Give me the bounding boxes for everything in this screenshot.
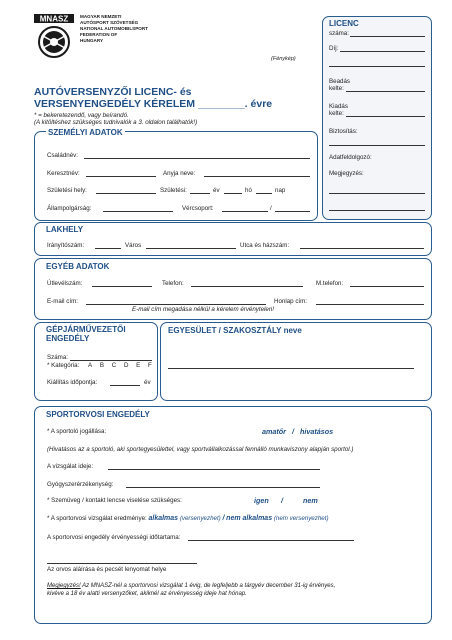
category-b[interactable]: B xyxy=(99,362,105,369)
szuletesi-hely-field[interactable] xyxy=(96,193,156,194)
alkalmas-option[interactable]: alkalmas xyxy=(148,515,179,522)
szuletesi-hely-label: Születési hely: xyxy=(47,187,87,194)
megjegyzes-label: Megjegyzés! xyxy=(47,583,81,589)
org-line: MAGYAR NEMZETI xyxy=(80,14,122,19)
szemuveg-igen[interactable]: igen xyxy=(254,496,269,505)
allampolgarsag-label: Állampolgárság: xyxy=(47,205,92,212)
egyesulet-field[interactable] xyxy=(168,368,414,369)
gepjarmu-title-line2: ENGEDÉLY xyxy=(46,334,90,343)
iranyitoszam-field[interactable] xyxy=(95,248,121,249)
category-options xyxy=(88,362,152,369)
kiadas-label: Kiadás xyxy=(329,103,348,110)
eredmeny-label: * A sportorvosi vizsgálat eredménye: xyxy=(47,515,147,522)
megjegyzes-label: Megjegyzés: xyxy=(329,170,364,177)
gepjarmu-szama-label: Száma: xyxy=(47,354,68,361)
varos-label: Város xyxy=(125,242,142,249)
gyogyszer-label: Gyógyszerérzékenység: xyxy=(47,481,114,488)
megjegyzes-text1: Az MNASZ-nél a sportorvosi vizsgálat 1 évig, de legfeljebb a tárgyév december 31-ig érvényes, xyxy=(80,583,336,589)
alkalmas-note: (versenyezhet) xyxy=(179,515,221,522)
megjegyzes-text2: kivéve a 18 év alatti versenyzőket, akiknél az érvényesség ideje hat hónap. xyxy=(47,590,247,597)
keresztnev-field[interactable] xyxy=(86,176,156,177)
megjegyzes-line2[interactable] xyxy=(329,210,425,211)
dij-field[interactable] xyxy=(340,51,425,52)
jogallas-label: * A sportoló jogállása: xyxy=(47,428,107,435)
csaladnev-field[interactable] xyxy=(84,158,310,159)
gyogyszer-field[interactable] xyxy=(126,487,320,488)
honlap-label: Honlap cím: xyxy=(274,298,308,305)
form-title xyxy=(34,86,272,110)
org-line: AUTÓSPORT SZÖVETSÉG xyxy=(80,20,139,25)
eredmeny-sep: / xyxy=(222,515,225,522)
keresztnev-label: Keresztnév: xyxy=(47,170,80,177)
szemuveg-label: * Szemüveg / kontakt lencse viselése szükséges: xyxy=(47,497,182,504)
kiallitas-ev-label: év xyxy=(144,379,151,386)
beadas-kelte-field[interactable] xyxy=(346,91,425,92)
vercsoport-slash: / xyxy=(270,205,272,212)
utlevelszam-label: Útlevélszám: xyxy=(47,280,83,287)
biztositas-label: Biztosítás: xyxy=(329,128,358,135)
title-note2: (A kitöltéshez szükséges tudnivalók a 3. oldalon találhatók!) xyxy=(34,119,198,126)
kiadas-kelte-label: kelte: xyxy=(329,110,344,117)
szemuveg-sep: / xyxy=(281,496,283,505)
kiallitas-label: Kiállítás időpontja: xyxy=(47,379,98,386)
anyja-neve-field[interactable] xyxy=(204,176,310,177)
ev-label: év xyxy=(213,187,220,194)
iranyitoszam-label: Irányítószám: xyxy=(47,242,85,249)
gepjarmu-title-line1: GÉPJÁRMŰVEZETŐI xyxy=(46,325,126,334)
utlevelszam-field[interactable] xyxy=(92,286,152,287)
extra-line[interactable] xyxy=(329,66,425,67)
szemelyi-title: SZEMÉLYI ADATOK xyxy=(48,128,123,137)
lakhely-section xyxy=(34,222,432,256)
beadas-kelte-label: kelte: xyxy=(329,85,344,92)
kategoria-label: * Kategória: xyxy=(47,362,80,369)
org-line: NATIONAL AUTOMOBILSPORT xyxy=(80,26,148,31)
telefon-field[interactable] xyxy=(191,286,303,287)
licenc-box xyxy=(322,16,432,220)
vercsoport-field2[interactable] xyxy=(275,211,310,212)
ho-label: hó xyxy=(245,187,252,194)
eredmeny-row xyxy=(47,515,329,522)
kiadas-kelte-field[interactable] xyxy=(346,116,425,117)
egyesulet-title: EGYESÜLET / SZAKOSZTÁLY neve xyxy=(168,326,302,335)
varos-field[interactable] xyxy=(146,248,236,249)
szemuveg-nem[interactable]: nem xyxy=(303,496,318,505)
ervenyesseg-field[interactable] xyxy=(188,540,354,541)
vercsoport-field1[interactable] xyxy=(222,211,268,212)
category-a[interactable]: A xyxy=(88,362,93,369)
szuletesi-ho-field[interactable] xyxy=(224,193,242,194)
category-d[interactable]: D xyxy=(123,362,129,369)
category-f[interactable]: F xyxy=(148,362,152,369)
email-field[interactable] xyxy=(86,304,266,305)
szuletesi-ev-field[interactable] xyxy=(190,193,210,194)
anyja-neve-label: Anyja neve: xyxy=(163,170,196,177)
hivatasos-note: (Hivatásos az a sportoló, aki sportegyesülettel, vagy sportvállalkozással fennálló munkaviszony alapján sportol.) xyxy=(47,446,354,453)
mtelefon-field[interactable] xyxy=(350,286,424,287)
email-note: E-mail cím megadása nélkül a kérelem érvénytelen! xyxy=(132,306,275,313)
biztositas-field[interactable] xyxy=(329,145,425,146)
dij-label: Díj: xyxy=(329,45,339,52)
utca-label: Utca és házszám: xyxy=(240,242,290,249)
org-line: HUNGARY xyxy=(80,38,104,43)
licenc-title: LICENC xyxy=(329,19,359,28)
photo-label: (Fénykép) xyxy=(271,56,296,62)
licenc-szama-field[interactable] xyxy=(350,36,425,37)
vercsoport-label: Vércsoport: xyxy=(182,205,214,212)
title-line1: AUTÓVERSENYZŐI LICENC- és xyxy=(34,86,192,98)
gepjarmu-title xyxy=(46,325,126,343)
lakhely-title: LAKHELY xyxy=(46,225,84,234)
title-line2: VERSENYENGEDÉLY KÉRELEM ________. évre xyxy=(34,98,273,110)
megjegyzes-line1 xyxy=(47,583,335,591)
org-name xyxy=(80,14,148,44)
org-line: FEDERATION OF xyxy=(80,32,118,37)
utca-field[interactable] xyxy=(300,248,424,249)
category-e[interactable]: E xyxy=(136,362,141,369)
megjegyzes-line1[interactable] xyxy=(329,193,425,194)
nem-alkalmas-note: (nem versenyezhet) xyxy=(273,515,329,522)
jogallas-options[interactable]: amatőr / hivatásos xyxy=(262,427,334,436)
nem-alkalmas-option[interactable]: nem alkalmas xyxy=(226,515,273,522)
szuletesi-label: Születési: xyxy=(160,187,187,194)
allampolgarsag-field[interactable] xyxy=(103,211,173,212)
licenc-szama-label: száma: xyxy=(329,30,349,37)
adatfeldolgozo-label: Adatfeldolgozó: xyxy=(329,154,372,161)
alairas-line[interactable] xyxy=(47,563,197,564)
csaladnev-label: Családnév: xyxy=(47,152,78,159)
sportorvosi-title: SPORTORVOSI ENGEDÉLY xyxy=(46,410,150,419)
email-label: E-mail cím: xyxy=(47,298,78,305)
beadas-label: Beadás xyxy=(329,78,350,85)
telefon-label: Telefon: xyxy=(162,280,184,287)
logo-text: MNASZ xyxy=(39,14,69,24)
vizsgalat-ideje-label: A vizsgálat ideje: xyxy=(47,463,94,470)
gepjarmu-szama-field[interactable] xyxy=(70,360,152,361)
alairas-label: Az orvos aláírása és pecsét lenyomat helye xyxy=(47,566,167,573)
egyeb-title: EGYÉB ADATOK xyxy=(46,262,110,271)
ervenyesseg-label: A sportorvosi engedély érvényességi időtartama: xyxy=(47,534,181,541)
vizsgalat-ideje-field[interactable] xyxy=(108,469,320,470)
kiallitas-field[interactable] xyxy=(110,385,140,386)
title-note1: * = bekeretezendő, vagy beírandó. xyxy=(34,112,129,119)
nap-label: nap xyxy=(275,187,286,194)
megjegyzes-block xyxy=(47,583,335,598)
mtelefon-label: M.telefon: xyxy=(316,280,344,287)
category-c[interactable]: C xyxy=(111,362,117,369)
szuletesi-nap-field[interactable] xyxy=(256,193,272,194)
honlap-field[interactable] xyxy=(316,304,424,305)
